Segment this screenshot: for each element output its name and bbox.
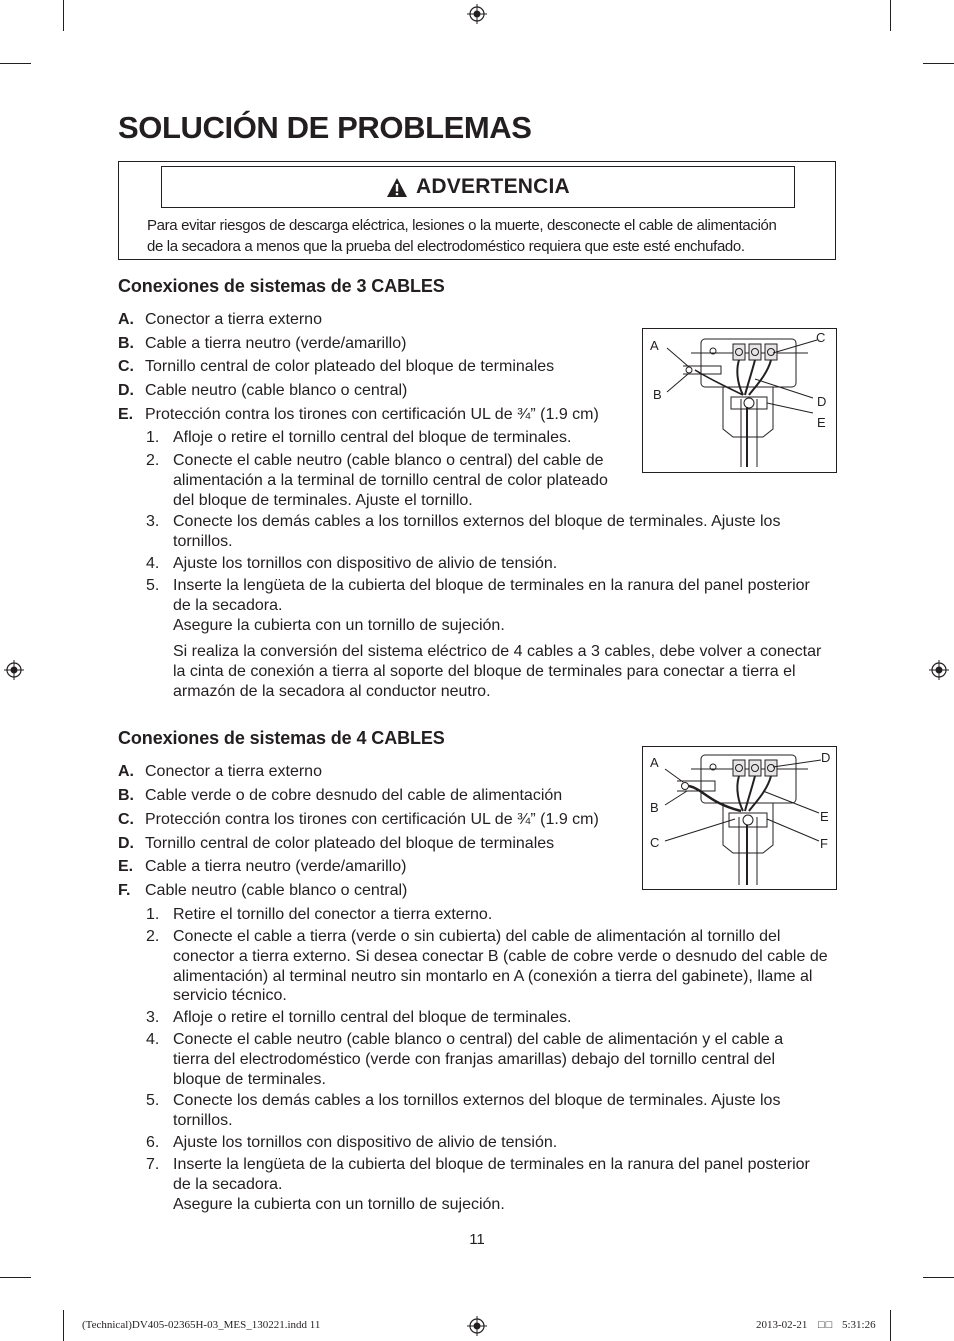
legend-key: A. (118, 763, 134, 780)
legend-item (118, 382, 407, 400)
warning-label: ADVERTENCIA (416, 175, 570, 198)
figure-label: A (650, 755, 659, 770)
legend-item (118, 335, 406, 353)
step-item (146, 451, 636, 510)
legend-text: Tornillo central de color plateado del bloque de terminales (145, 835, 555, 852)
figure-label: D (821, 750, 831, 765)
step-item (146, 1155, 846, 1214)
step-line: Conecte los demás cables a los tornillos externos del bloque de terminales. Ajuste los (173, 1092, 781, 1109)
warning-header (161, 166, 795, 208)
note-line: la cinta de conexión a tierra al soporte del bloque de terminales para conectar a tierra el (173, 663, 796, 680)
step-line: alimentación a la terminal de tornillo central de color plateado (173, 471, 608, 489)
step-line: de la secadora. (173, 596, 283, 614)
crop-mark (890, 0, 891, 31)
step-line: tornillos. (173, 532, 233, 550)
footer-date: 2013-02-21 (756, 1319, 808, 1331)
legend-text: Cable verde o de cobre desnudo del cable de alimentación (145, 787, 563, 804)
step-line: Afloje o retire el tornillo central del bloque de terminales. (173, 429, 572, 446)
step-number: 3. (146, 513, 160, 530)
step-line: bloque de terminales. (173, 1070, 326, 1088)
step-line: Inserte la lengüeta de la cubierta del bloque de terminales en la ranura del panel posterior (173, 577, 810, 594)
warning-text (147, 215, 819, 257)
step-number: 4. (146, 555, 160, 572)
footer-filename: (Technical)DV405-02365H-03_MES_130221.indd 11 (82, 1319, 321, 1331)
step-item (146, 1133, 846, 1153)
legend-key: E. (118, 406, 134, 423)
figure-label: E (817, 415, 826, 430)
crop-mark (890, 1310, 891, 1341)
legend-item (118, 787, 562, 805)
step-item (146, 905, 846, 925)
conversion-note (173, 642, 853, 702)
legend-key: B. (118, 787, 134, 804)
step-number: 4. (146, 1031, 160, 1048)
step-number: 1. (146, 906, 160, 923)
warning-text-line: Para evitar riesgos de descarga eléctrica, lesiones o la muerte, desconecte el cable de alimentación (147, 217, 777, 234)
step-item (146, 1008, 846, 1028)
note-line: Si realiza la conversión del sistema eléctrico de 4 cables a 3 cables, debe volver a conectar (173, 643, 822, 660)
step-line: Afloje o retire el tornillo central del bloque de terminales. (173, 1009, 572, 1026)
crop-mark (923, 63, 954, 64)
figure-label: B (653, 387, 662, 402)
legend-text: Cable neutro (cable blanco o central) (145, 382, 408, 399)
step-number: 3. (146, 1009, 160, 1026)
crop-mark (0, 1277, 31, 1278)
legend-item (118, 858, 406, 876)
figure-label: B (650, 800, 659, 815)
step-item (146, 576, 846, 635)
step-line: Conecte el cable neutro (cable blanco o central) del cable de alimentación y el cable a (173, 1031, 784, 1048)
figure-label: C (816, 330, 826, 345)
footer-garbled-glyphs: □□ (818, 1319, 834, 1331)
legend-text: Protección contra los tirones con certificación UL de ¾” (1.9 cm) (145, 811, 599, 828)
step-line: de la secadora. (173, 1175, 283, 1193)
step-line: conector a tierra externo. Si desea conectar B (cable de cobre verde o desnudo del cable de (173, 947, 828, 965)
legend-key: C. (118, 811, 134, 828)
step-line: Ajuste los tornillos con dispositivo de alivio de tensión. (173, 1134, 558, 1151)
step-line: del bloque de terminales. Ajuste el tornillo. (173, 491, 473, 509)
step-item (146, 927, 846, 1006)
step-line: servicio técnico. (173, 987, 287, 1005)
step-item (146, 512, 846, 552)
crop-mark (923, 1277, 954, 1278)
legend-item (118, 406, 599, 424)
legend-item (118, 358, 554, 376)
figure-label: F (820, 836, 828, 851)
legend-item (118, 882, 407, 900)
step-line: Asegure la cubierta con un tornillo de sujeción. (173, 1195, 505, 1213)
step-line: Retire el tornillo del conector a tierra externo. (173, 906, 493, 923)
figure-label: A (650, 338, 659, 353)
legend-text: Conector a tierra externo (145, 311, 322, 328)
step-line: tierra del electrodoméstico (verde con franjas amarillas) debajo del tornillo central del (173, 1050, 776, 1068)
legend-text: Protección contra los tirones con certificación UL de ¾” (1.9 cm) (145, 406, 599, 423)
figure-4-cable-wiring (642, 746, 837, 890)
legend-text: Cable neutro (cable blanco o central) (145, 882, 408, 899)
warning-text-line: de la secadora a menos que la prueba del electrodoméstico requiera que este esté enchufado. (147, 238, 745, 255)
figure-3-cable-wiring (642, 328, 837, 473)
section-title-4-cables: Conexiones de sistemas de 4 CABLES (118, 728, 445, 748)
step-number: 7. (146, 1156, 160, 1173)
registration-mark-icon (467, 1316, 487, 1336)
note-line: armazón de la secadora al conductor neutro. (173, 683, 491, 700)
legend-text: Cable a tierra neutro (verde/amarillo) (145, 858, 407, 875)
figure-label: E (820, 809, 829, 824)
crop-mark (63, 1310, 64, 1341)
crop-mark (0, 63, 31, 64)
legend-item (118, 311, 322, 329)
warning-triangle-icon (386, 177, 408, 198)
legend-key: A. (118, 311, 134, 328)
step-line: Inserte la lengüeta de la cubierta del bloque de terminales en la ranura del panel posterior (173, 1156, 810, 1173)
legend-item (118, 811, 599, 829)
step-line: Conecte los demás cables a los tornillos externos del bloque de terminales. Ajuste los (173, 513, 781, 530)
step-line: Ajuste los tornillos con dispositivo de alivio de tensión. (173, 555, 558, 572)
step-line: Conecte el cable neutro (cable blanco o central) del cable de (173, 452, 604, 469)
step-number: 5. (146, 1092, 160, 1109)
legend-key: B. (118, 335, 134, 352)
legend-key: D. (118, 382, 134, 399)
step-number: 2. (146, 452, 160, 469)
legend-text: Tornillo central de color plateado del bloque de terminales (145, 358, 555, 375)
footer-time: 5:31:26 (842, 1319, 876, 1331)
step-item (146, 1091, 846, 1131)
step-number: 2. (146, 928, 160, 945)
legend-key: F. (118, 882, 131, 899)
section-title-3-cables: Conexiones de sistemas de 3 CABLES (118, 276, 445, 296)
figure-label: D (817, 394, 827, 409)
legend-text: Cable a tierra neutro (verde/amarillo) (145, 335, 407, 352)
page-title: SOLUCIÓN DE PROBLEMAS (118, 110, 532, 145)
step-item (146, 554, 846, 574)
step-number: 6. (146, 1134, 160, 1151)
legend-item (118, 763, 322, 781)
step-line: Asegure la cubierta con un tornillo de sujeción. (173, 616, 505, 634)
step-number: 5. (146, 577, 160, 594)
registration-mark-icon (4, 660, 24, 680)
page-number: 11 (469, 1231, 485, 1248)
step-number: 1. (146, 429, 160, 446)
step-item (146, 428, 626, 448)
legend-key: D. (118, 835, 134, 852)
step-line: tornillos. (173, 1111, 233, 1129)
step-line: alimentación) al terminal neutro sin montarlo en A (conexión a tierra del gabinete), llame al (173, 967, 813, 985)
registration-mark-icon (929, 660, 949, 680)
legend-item (118, 835, 554, 853)
legend-key: E. (118, 858, 134, 875)
legend-text: Conector a tierra externo (145, 763, 322, 780)
step-item (146, 1030, 846, 1089)
step-line: Conecte el cable a tierra (verde o sin cubierta) del cable de alimentación al tornillo del (173, 928, 781, 945)
legend-key: C. (118, 358, 134, 375)
crop-mark (63, 0, 64, 31)
figure-label: C (650, 835, 660, 850)
registration-mark-icon (467, 4, 487, 24)
